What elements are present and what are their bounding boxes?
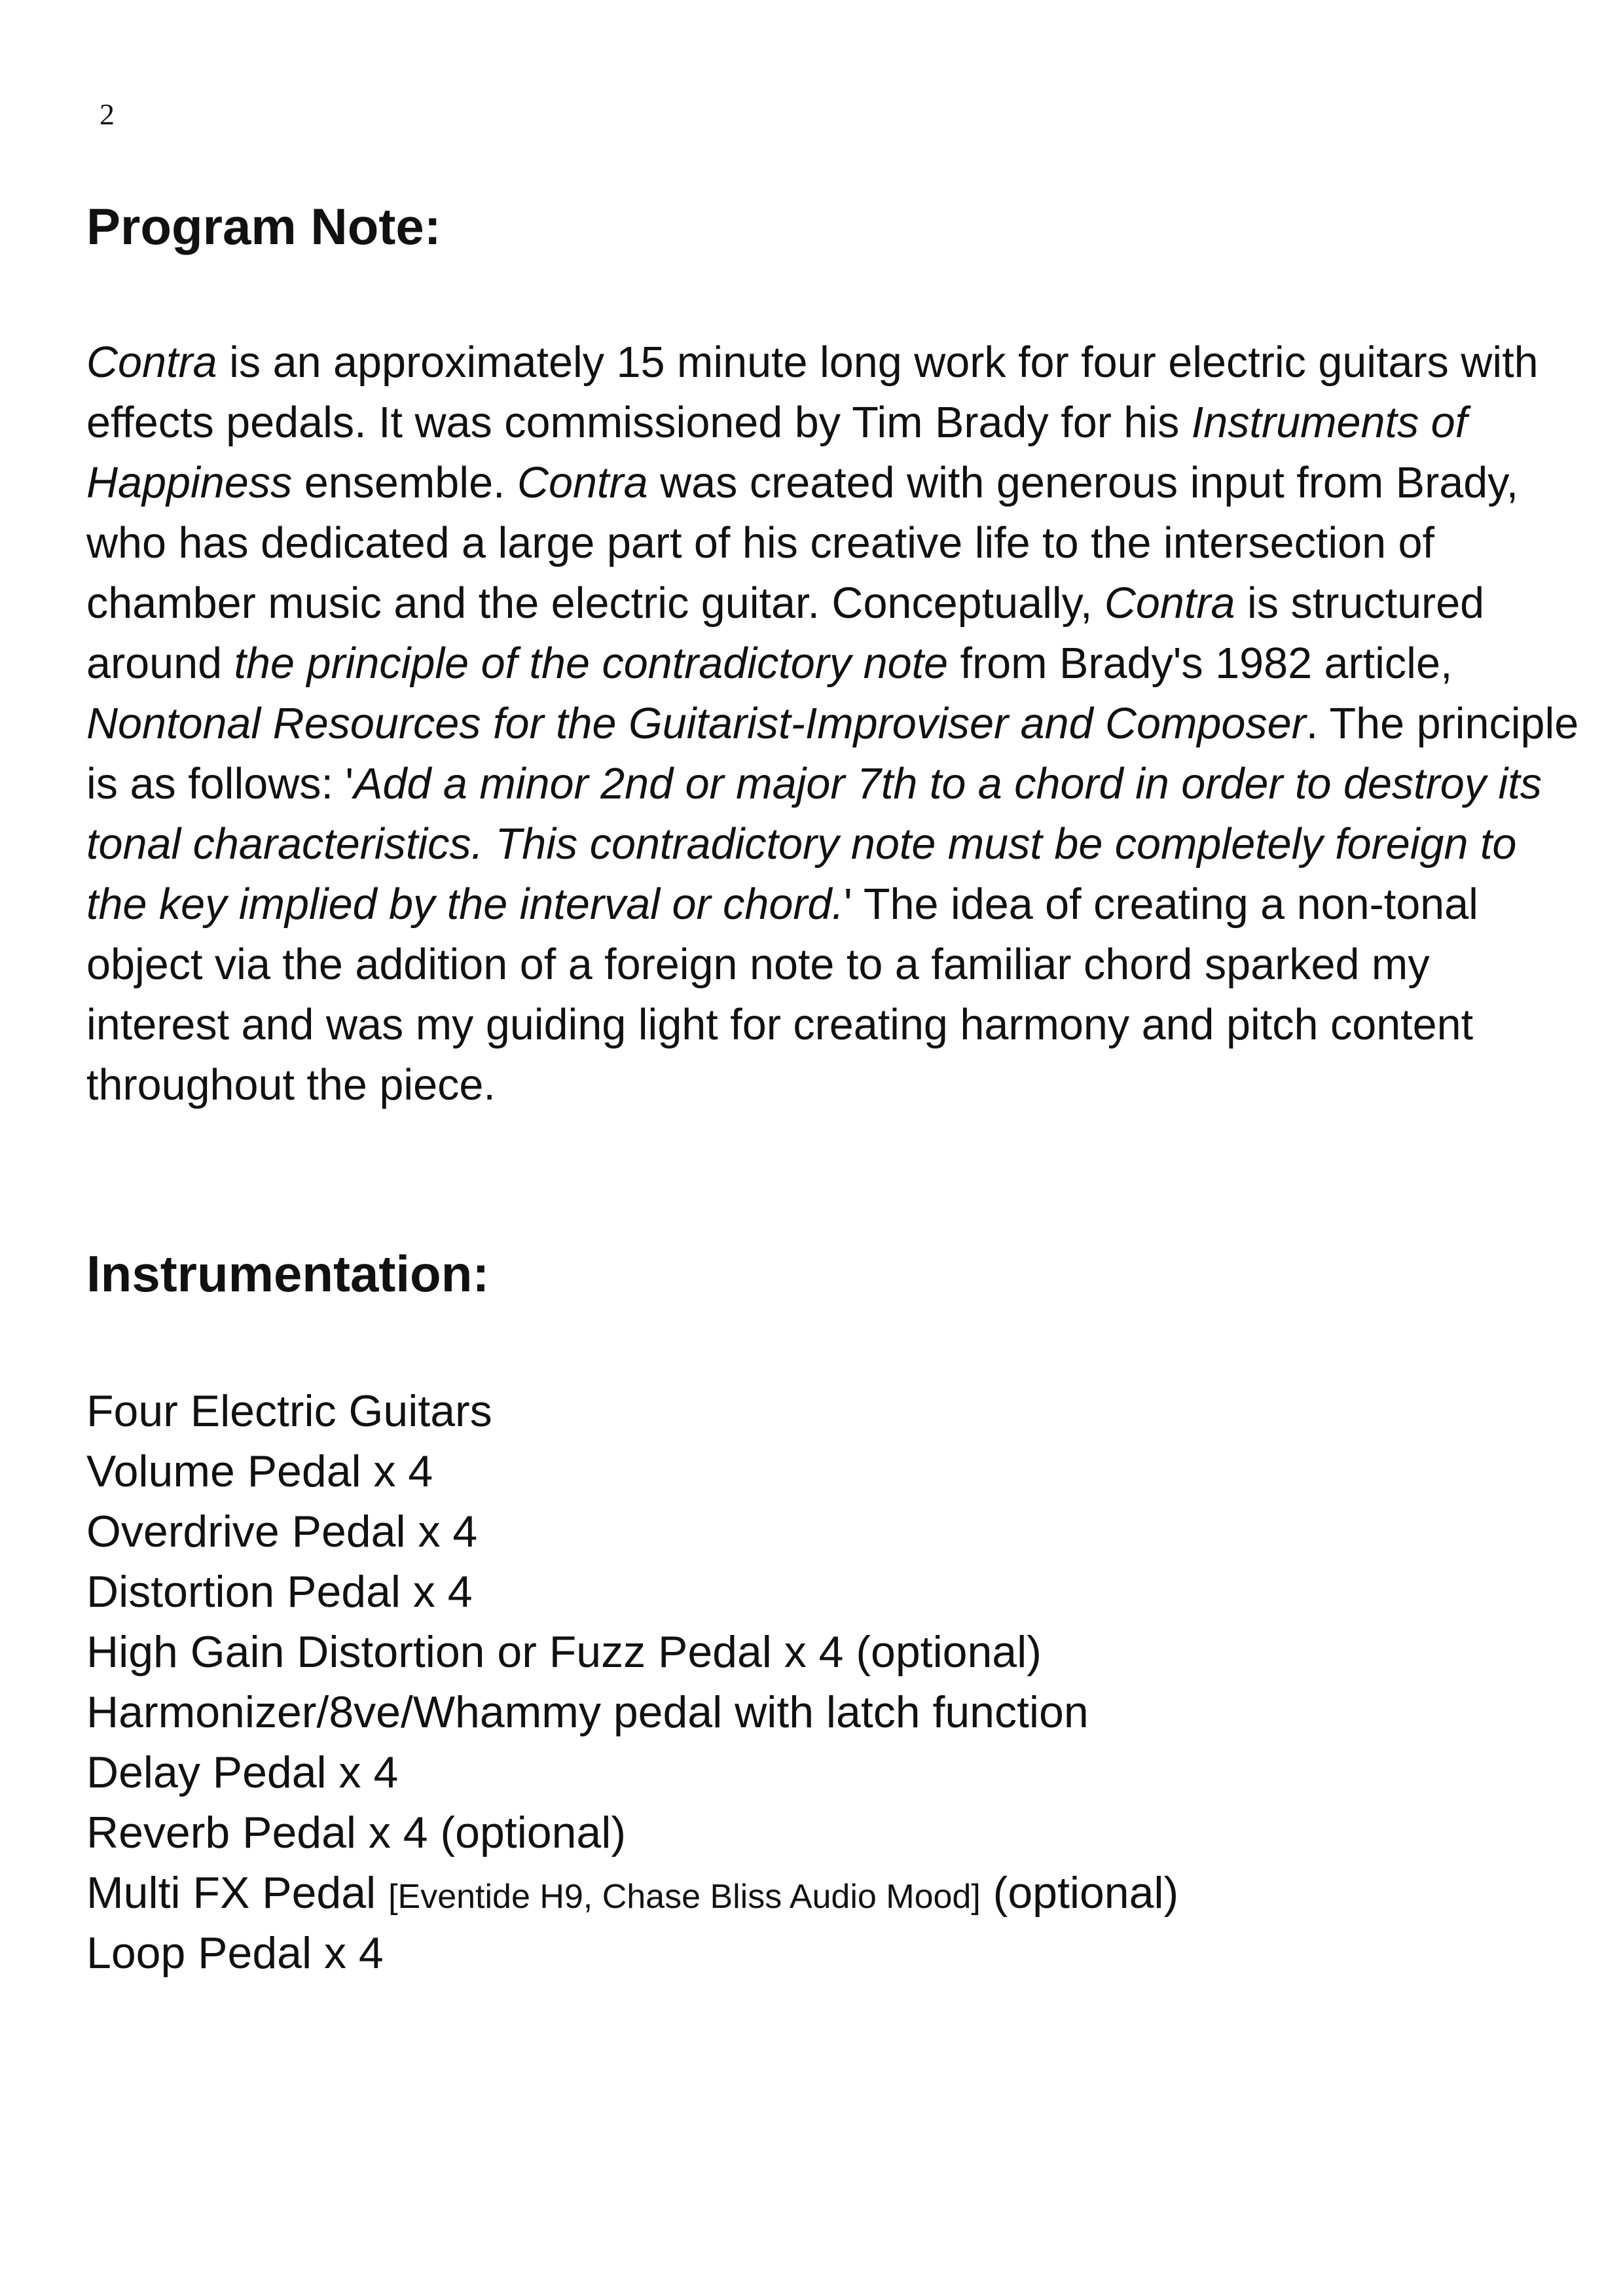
instrument-item: Harmonizer/8ve/Whammy pedal with latch function: [86, 1687, 1089, 1737]
text-segment: from Brady's 1982 article,: [948, 639, 1453, 688]
instrument-item: High Gain Distortion or Fuzz Pedal x 4 (optional): [86, 1627, 1042, 1677]
text-segment: interest and was my guiding light for creating harmony and pitch content: [86, 1001, 1474, 1049]
page-number: 2: [100, 98, 115, 131]
text-segment: ' The idea of creating a non-tonal: [843, 880, 1478, 929]
program-note-line: [86, 995, 1623, 1055]
text-segment: effects pedals. It was commissioned by Tim Brady for his: [86, 399, 1192, 447]
text-segment: ensemble.: [292, 459, 518, 507]
text-segment: chamber music and the electric guitar. Conceptually,: [86, 579, 1104, 628]
text-segment: is an approximately 15 minute long work for four electric guitars with: [217, 338, 1539, 387]
italic-text-segment: Contra: [517, 459, 648, 507]
program-note-heading: Program Note:: [86, 198, 441, 255]
instrument-item: [86, 1863, 1178, 1923]
instrument-name: Multi FX Pedal: [86, 1868, 389, 1918]
text-segment: around: [86, 639, 234, 688]
text-segment: object via the addition of a foreign note to a familiar chord sparked my: [86, 941, 1430, 989]
program-note-paragraph: [86, 332, 1623, 1115]
italic-text-segment: tonal characteristics. This contradictory note must be completely foreign to: [86, 820, 1517, 869]
instrument-item: Volume Pedal x 4: [86, 1446, 433, 1496]
italic-text-segment: Nontonal Resources for the Guitarist-Improviser and Composer: [86, 700, 1306, 748]
program-note-line: [86, 332, 1623, 393]
program-note-line: [86, 874, 1623, 935]
program-note-line: [86, 935, 1623, 995]
italic-text-segment: Contra: [86, 338, 217, 387]
text-segment: . The principle: [1305, 700, 1579, 748]
text-segment: throughout the piece.: [86, 1061, 496, 1109]
text-segment: is as follows: ': [86, 760, 354, 808]
italic-text-segment: the principle of the contradictory note: [234, 639, 949, 688]
italic-text-segment: Add a minor 2nd or major 7th to a chord in order to destroy its: [354, 760, 1542, 808]
instrument-optional-note: (optional): [980, 1868, 1179, 1918]
program-note-line: [86, 814, 1623, 874]
text-segment: was created with generous input from Brady,: [647, 459, 1519, 507]
program-note-line: [86, 754, 1623, 814]
instrument-item: Overdrive Pedal x 4: [86, 1507, 478, 1556]
instrument-item: Distortion Pedal x 4: [86, 1567, 473, 1617]
instrument-item: Loop Pedal x 4: [86, 1928, 384, 1978]
instrument-detail: [Eventide H9, Chase Bliss Audio Mood]: [388, 1878, 981, 1916]
program-note-line: [86, 453, 1623, 513]
instrumentation-heading: Instrumentation:: [86, 1245, 490, 1302]
program-note-line: [86, 634, 1623, 694]
italic-text-segment: the key implied by the interval or chord.: [86, 880, 844, 929]
program-note-line: [86, 513, 1623, 573]
program-note-line: [86, 694, 1623, 754]
italic-text-segment: Instruments of: [1191, 399, 1468, 447]
instrument-item: Four Electric Guitars: [86, 1386, 492, 1436]
program-note-line: [86, 1055, 1623, 1115]
italic-text-segment: Contra: [1104, 579, 1235, 628]
instrumentation-list: [86, 1381, 1178, 1983]
instrument-item: Reverb Pedal x 4 (optional): [86, 1808, 627, 1857]
program-note-line: [86, 393, 1623, 453]
text-segment: is structured: [1235, 579, 1485, 628]
instrument-item: Delay Pedal x 4: [86, 1748, 399, 1797]
italic-text-segment: Happiness: [86, 459, 293, 507]
program-note-line: [86, 573, 1623, 634]
text-segment: who has dedicated a large part of his creative life to the intersection of: [86, 519, 1434, 567]
